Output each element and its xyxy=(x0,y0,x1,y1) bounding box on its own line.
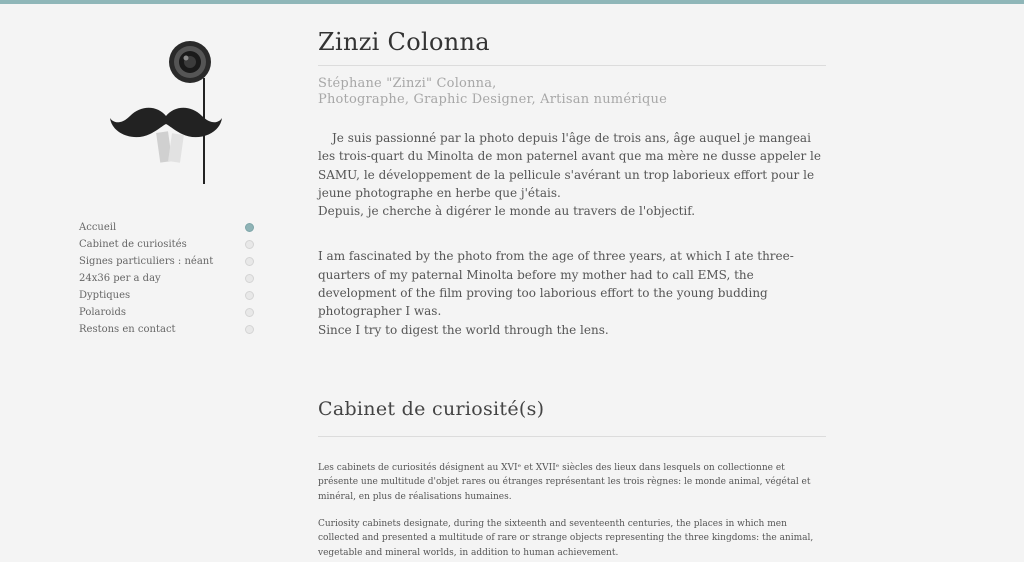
intro-section xyxy=(318,24,826,339)
nav-dot-icon[interactable] xyxy=(245,291,254,300)
nav-item-label: Polaroids xyxy=(79,307,127,318)
nav-item-label: Accueil xyxy=(79,222,117,233)
nav-item-dyptiques[interactable] xyxy=(79,287,259,304)
intro-paragraph-fr-2: Depuis, je cherche à digérer le monde au travers de l'objectif. xyxy=(318,204,696,219)
mustache-lens-logo[interactable] xyxy=(106,38,226,188)
nav-item-contact[interactable] xyxy=(79,321,259,338)
nav-dot-icon[interactable] xyxy=(245,274,254,283)
nav-item-accueil[interactable] xyxy=(79,219,259,236)
cabinet-section-title: Cabinet de curiosité(s) xyxy=(318,398,545,420)
nav-item-label: Restons en contact xyxy=(79,324,176,335)
nav-item-label: Signes particuliers : néant xyxy=(79,256,214,267)
nav-dot-icon[interactable] xyxy=(245,308,254,317)
main-navigation xyxy=(79,219,259,338)
page-title: Zinzi Colonna xyxy=(318,28,490,56)
intro-paragraph-en-2: Since I try to digest the world through the lens. xyxy=(318,322,609,337)
cabinet-text-en: Curiosity cabinets designate, during the sixteenth and seventeenth centuries, the places in which men collected and presented a multitude of rare or strange objects representing the three kingdoms: the animal, vegetable and mineral worlds, in addition to human achievement. xyxy=(318,519,814,558)
nav-dot-icon[interactable] xyxy=(245,223,254,232)
page-subtitle xyxy=(318,76,826,108)
nav-item-cabinet[interactable] xyxy=(79,236,259,253)
cabinet-text-fr: Les cabinets de curiosités désignent au XVIᵉ et XVIIᵉ siècles des lieux dans lesquels on collectionne et présente une multitude d'objet rares ou étranges représentant les trois règnes: le monde animal, végétal et minéral, en plus de réalisations humaines. xyxy=(318,463,811,502)
nav-item-24x36[interactable] xyxy=(79,270,259,287)
top-accent-bar xyxy=(0,0,1024,4)
logo-graphic xyxy=(106,38,226,188)
subtitle-line-2: Photographe, Graphic Designer, Artisan numérique xyxy=(318,92,667,107)
nav-dot-icon[interactable] xyxy=(245,325,254,334)
title-divider xyxy=(318,65,826,66)
nav-item-label: Cabinet de curiosités xyxy=(79,239,187,250)
nav-item-label: 24x36 per a day xyxy=(79,273,161,284)
cabinet-divider xyxy=(318,436,826,437)
nav-item-label: Dyptiques xyxy=(79,290,131,301)
intro-paragraph-en: I am fascinated by the photo from the age of three years, at which I ate three-quarters of my paternal Minolta before my mother had to call EMS, the development of the film proving too laborious effort to the young budding photographer I was. xyxy=(318,249,794,319)
nav-item-signes[interactable] xyxy=(79,253,259,270)
intro-paragraph-fr: Je suis passionné par la photo depuis l'âge de trois ans, âge auquel je mangeai les trois-quart du Minolta de mon paternel avant que ma mère ne dusse appeler le SAMU, le développement de la pellicule s'avérant un trop laborieux effort pour le jeune photographe en herbe que j'étais. xyxy=(318,131,821,200)
nav-item-polaroids[interactable] xyxy=(79,304,259,321)
nav-dot-icon[interactable] xyxy=(245,257,254,266)
nav-dot-icon[interactable] xyxy=(245,240,254,249)
subtitle-line-1: Stéphane "Zinzi" Colonna, xyxy=(318,76,497,91)
